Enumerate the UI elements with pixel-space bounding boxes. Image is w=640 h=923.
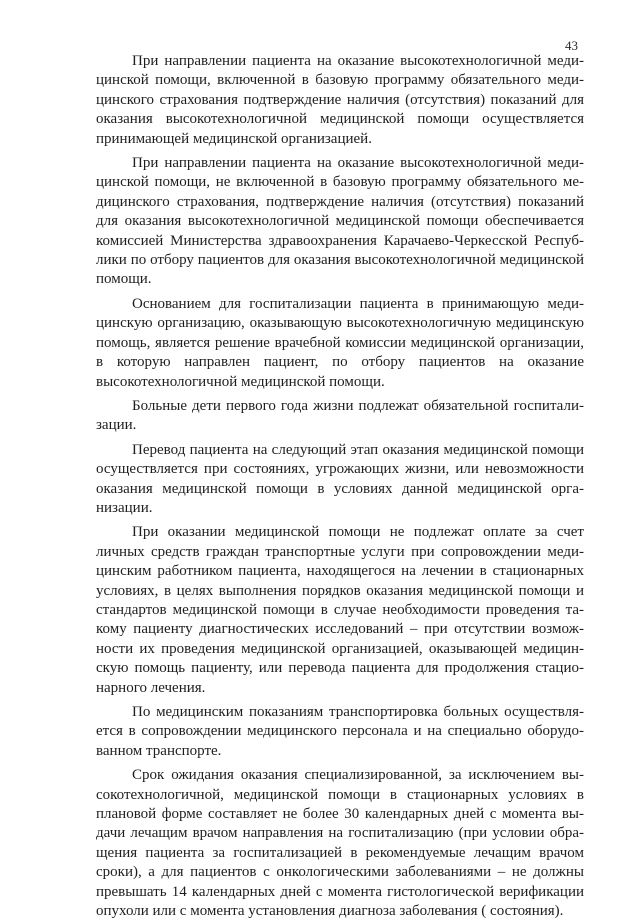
paragraph-transportation: По медицинским показаниям транспортировка больных осуществляется в сопровождении медицинского персонала и на специально оборудованном транспорте. xyxy=(96,704,584,759)
paragraph-waiting-time: Срок ожидания оказания специализированной, за исключением высокотехнологичной, медицинской помощи в стационарных условиях в плановой форме составляет не более 30 календарных дней с момента выдачи лечащим врачом направления на госпитализацию (при условии обращения пациента за госпитализацией в рекомендуемые лечащим врачом сроки), а для пациентов с онкологическими заболеваниями – не должны превышать 14 календарных дней с момента гистологической верификации опухоли или с момента установления диагноза заболевания ( состояния). xyxy=(96,767,584,920)
paragraph-infants: Больные дети первого года жизни подлежат обязательной госпитализации. xyxy=(96,397,584,434)
paragraph-transport-services: При оказании медицинской помощи не подлежат оплате за счет личных средств граждан транспортные услуги при сопровождении медицинским работником пациента, находящегося на лечении в стационарных условиях, в целях выполнения порядков оказания медицинской помощи и стандартов медицинской помощи в случае необходимости проведения такому пациенту диагностических исследований – при отсутствии возможности их проведения медицинской организацией, оказывающей медицинскую помощь пациенту, или перевода пациента для продолжения стационарного лечения. xyxy=(96,524,584,696)
paragraph-vmp-not-included: При направлении пациента на оказание высокотехнологичной медицинской помощи, не включенной в базовую программу обязательного медицинского страхования, подтверждение наличия (отсутствия) показаний для оказания высокотехнологичной медицинской помощи обеспечивается комиссией Министерства здравоохранения Карачаево-Черкесской Республики по отбору пациентов для оказания высокотехнологичной медицинской помощи. xyxy=(96,155,584,288)
paragraph-vmp-included: При направлении пациента на оказание высокотехнологичной медицинской помощи, включенной в базовую программу обязательного медицинского страхования подтверждение наличия (отсутствия) показаний для оказания высокотехнологичной медицинской помощи осуществляется принимающей медицинской организацией. xyxy=(96,53,584,147)
page-number: 43 xyxy=(565,38,578,53)
body-text xyxy=(96,52,584,923)
paragraph-transfer: Перевод пациента на следующий этап оказания медицинской помощи осуществляется при состояниях, угрожающих жизни, или невозможности оказания медицинской помощи в условиях данной медицинской организации. xyxy=(96,441,584,516)
paragraph-hospitalization-basis: Основанием для госпитализации пациента в принимающую медицинскую организацию, оказывающую высокотехнологичную медицинскую помощь, является решение врачебной комиссии медицинской организации, в которую направлен пациент, по отбору пациентов на оказание высокотехнологичной медицинской помощи. xyxy=(96,295,584,390)
